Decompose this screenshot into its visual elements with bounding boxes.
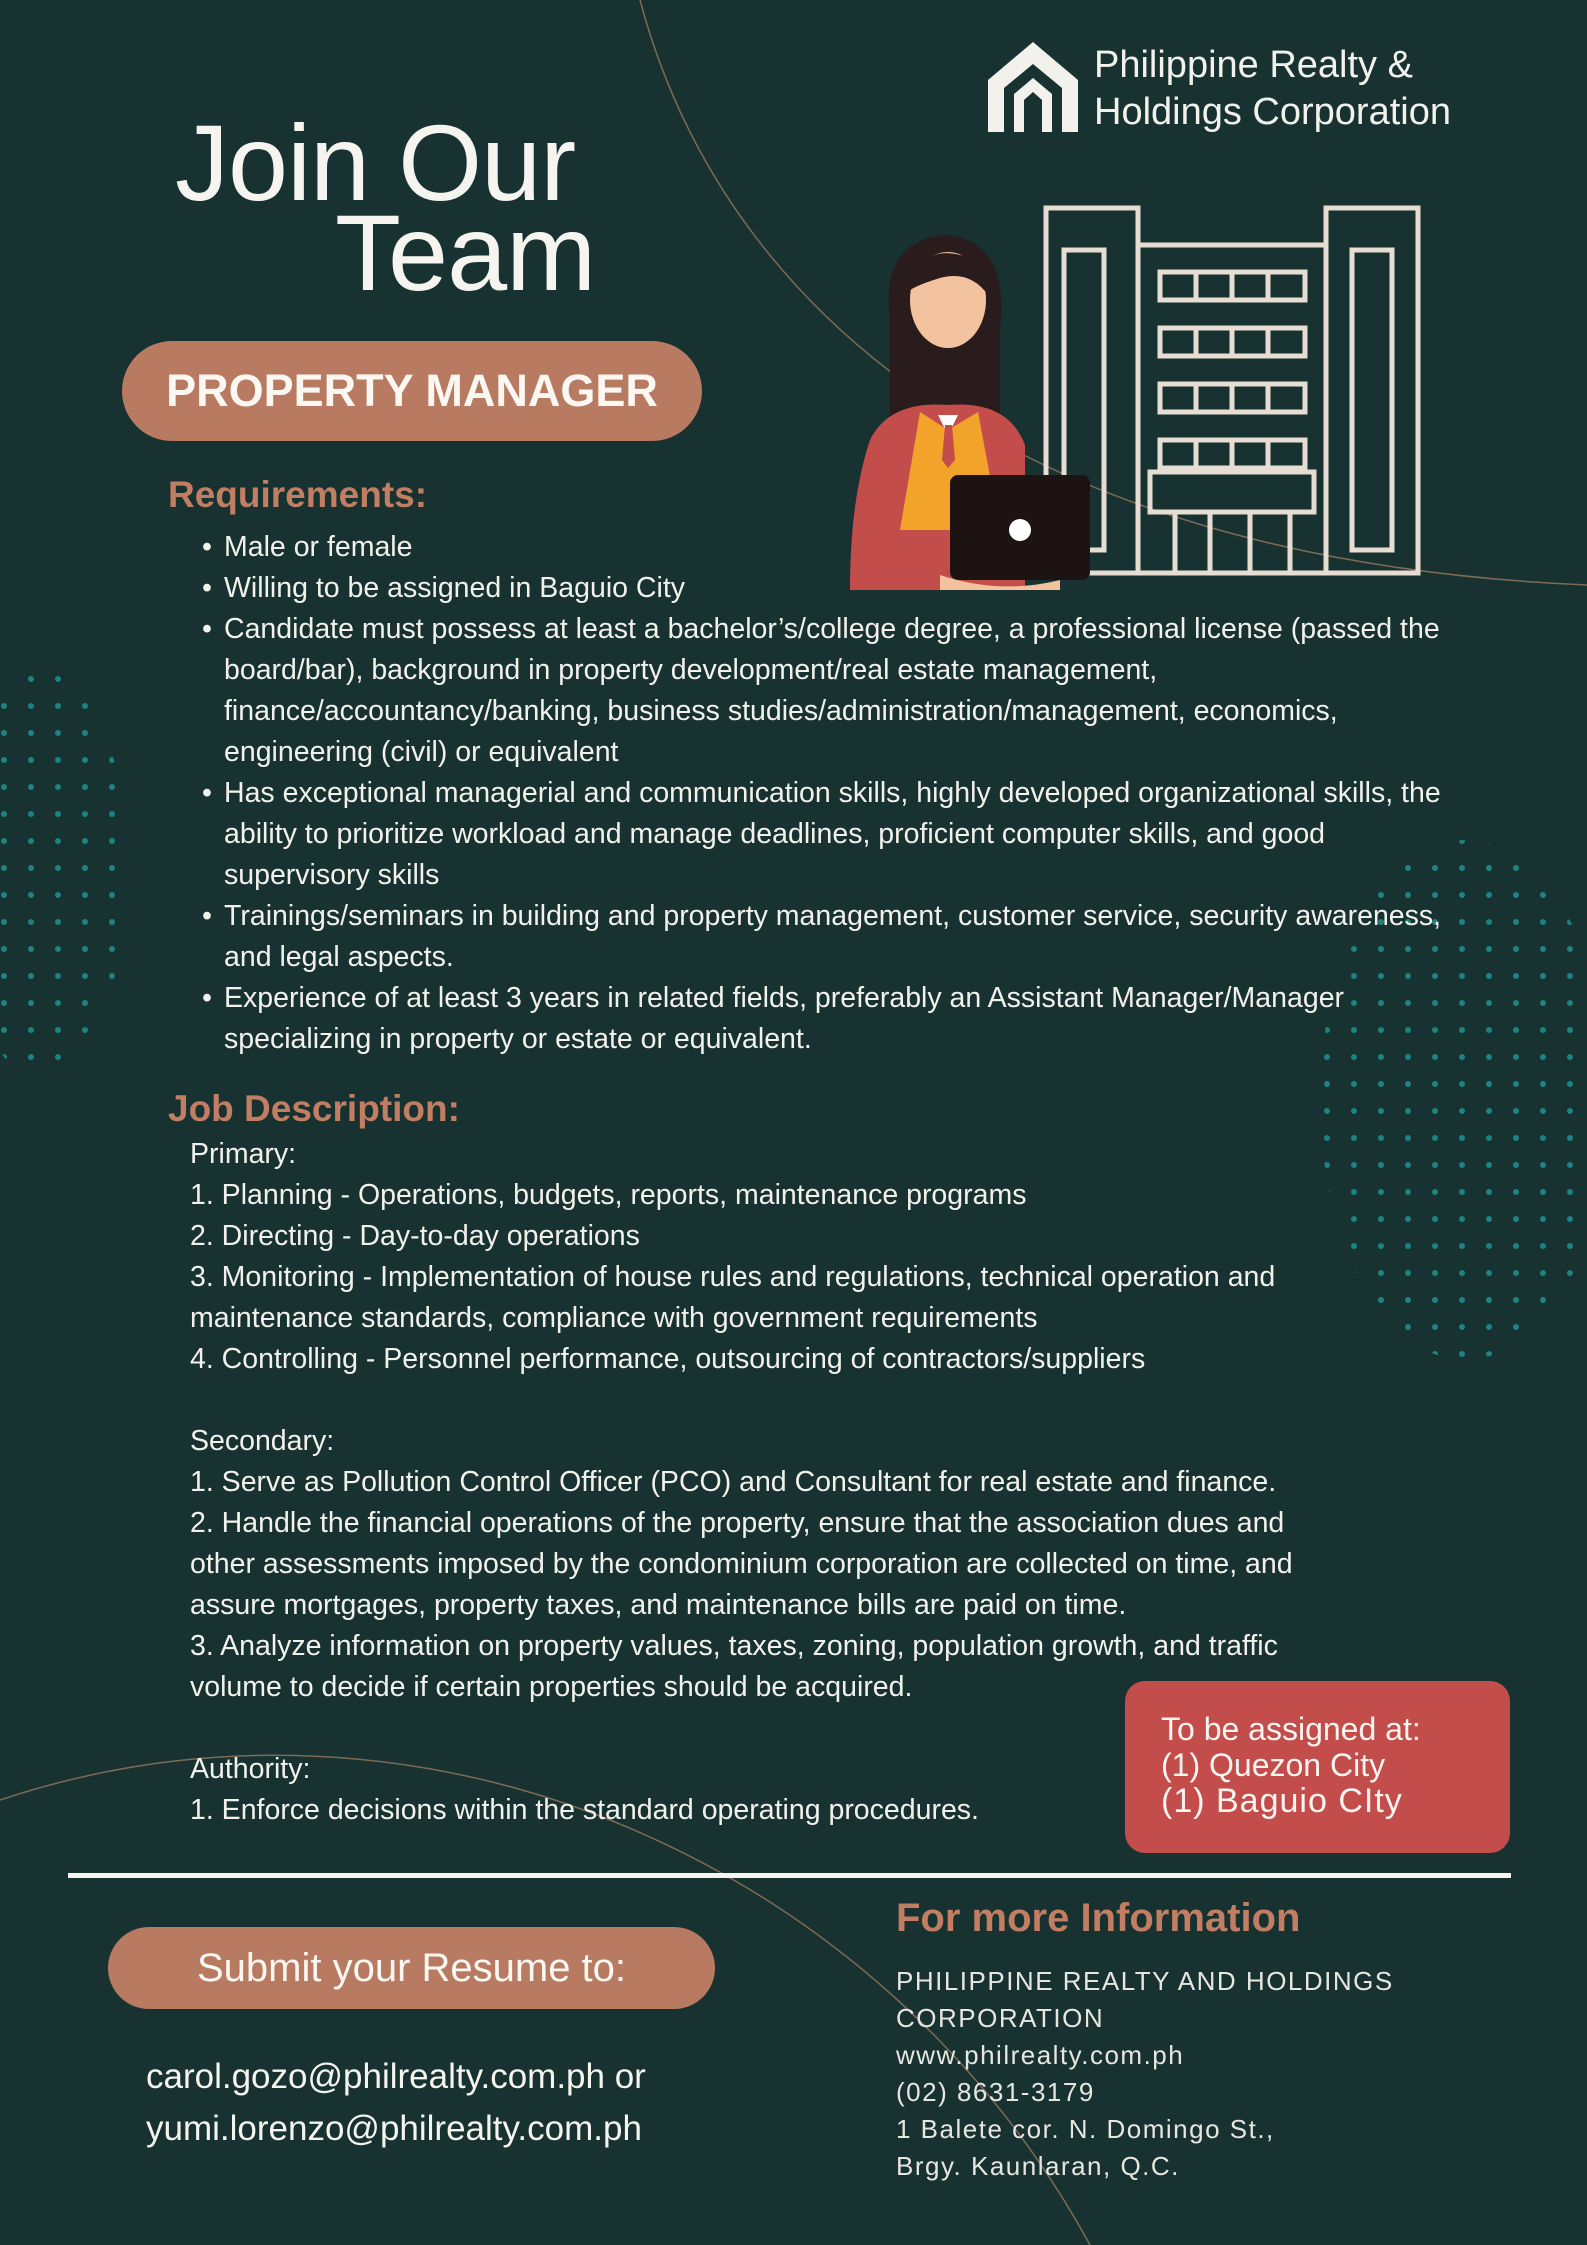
secondary-duty: 1. Serve as Pollution Control Officer (PCO) and Consultant for real estate and finance. [190,1466,1277,1498]
address-line: Brgy. Kaunlaran, Q.C. [896,2151,1180,2181]
house-outline-icon [984,38,1082,136]
assignment-location: (1) Quezon City [1161,1747,1386,1783]
primary-duty: maintenance standards, compliance with government requirements [190,1302,1038,1334]
requirements-list [200,527,1450,1060]
company-name-line2: Holdings Corporation [1094,91,1451,133]
assignment-location: (1) Baguio CIty [1161,1782,1403,1820]
assignment-heading: To be assigned at: [1161,1711,1421,1747]
primary-label: Primary: [190,1138,297,1170]
secondary-label: Secondary: [190,1425,335,1457]
primary-duty: 3. Monitoring - Implementation of house rules and regulations, technical operation and [190,1261,1276,1293]
job-description-heading: Job Description: [168,1088,460,1129]
secondary-duty: 2. Handle the financial operations of the property, ensure that the association dues and [190,1507,1285,1539]
requirement-item: • Has exceptional managerial and communication skills, highly developed organizational skills, the ability to prioritize workload and manage deadlines, proficient computer skills, and good supervisory skills [200,773,1450,896]
company-name [1094,42,1451,136]
email-addresses [146,2051,646,2155]
submit-resume-badge: Submit your Resume to: [108,1927,715,2009]
authority-duty: 1. Enforce decisions within the standard operating procedures. [190,1794,979,1826]
authority-label: Authority: [190,1753,311,1785]
primary-duty: 1. Planning - Operations, budgets, reports, maintenance programs [190,1179,1027,1211]
address-line: 1 Balete cor. N. Domingo St., [896,2114,1275,2144]
requirements-heading: Requirements: [168,474,428,515]
dot-pattern-left [0,660,125,1080]
section-divider [68,1873,1511,1878]
requirement-item: • Trainings/seminars in building and property management, customer service, security awareness, and legal aspects. [200,896,1450,978]
secondary-duty: other assessments imposed by the condominium corporation are collected on time, and [190,1548,1293,1580]
more-info-heading: For more Information [896,1896,1301,1940]
title-line1: Join Our [175,102,576,223]
email-link-yumi[interactable]: yumi.lorenzo@philrealty.com.ph [146,2109,642,2148]
job-title-badge: PROPERTY MANAGER [122,341,702,441]
requirement-item: • Candidate must possess at least a bachelor’s/college degree, a professional license (passed the board/bar), background in property development/real estate management, finance/accountancy/banking, business studies/administration/management, economics, engineering (civil) or equivalent [200,609,1450,773]
secondary-duty: volume to decide if certain properties should be acquired. [190,1671,913,1703]
primary-duty: 2. Directing - Day-to-day operations [190,1220,640,1252]
company-name-line1: Philippine Realty & [1094,44,1413,86]
secondary-duty: assure mortgages, property taxes, and maintenance bills are paid on time. [190,1589,1127,1621]
spacer [190,1380,1440,1421]
company-name-text: PHILIPPINE REALTY AND HOLDINGS [896,1966,1394,1996]
requirement-item: • Male or female [200,527,1450,568]
contact-info [896,1963,1394,2185]
company-name-text: CORPORATION [896,2003,1105,2033]
phone-number[interactable]: (02) 8631-3179 [896,2077,1095,2107]
assignment-box [1125,1681,1510,1853]
secondary-duty: 3. Analyze information on property values, taxes, zoning, population growth, and traffic [190,1630,1278,1662]
primary-duty: 4. Controlling - Personnel performance, outsourcing of contractors/suppliers [190,1343,1146,1375]
email-link-carol[interactable]: carol.gozo@philrealty.com.ph or [146,2057,646,2096]
company-logo [984,38,1587,142]
page-title [175,102,596,313]
website-link[interactable]: www.philrealty.com.ph [896,2040,1185,2070]
requirement-item: • Experience of at least 3 years in related fields, preferably an Assistant Manager/Manager specializing in property or estate or equivalent. [200,978,1450,1060]
title-line2: Team [335,192,596,313]
requirement-item: • Willing to be assigned in Baguio City [200,568,1450,609]
